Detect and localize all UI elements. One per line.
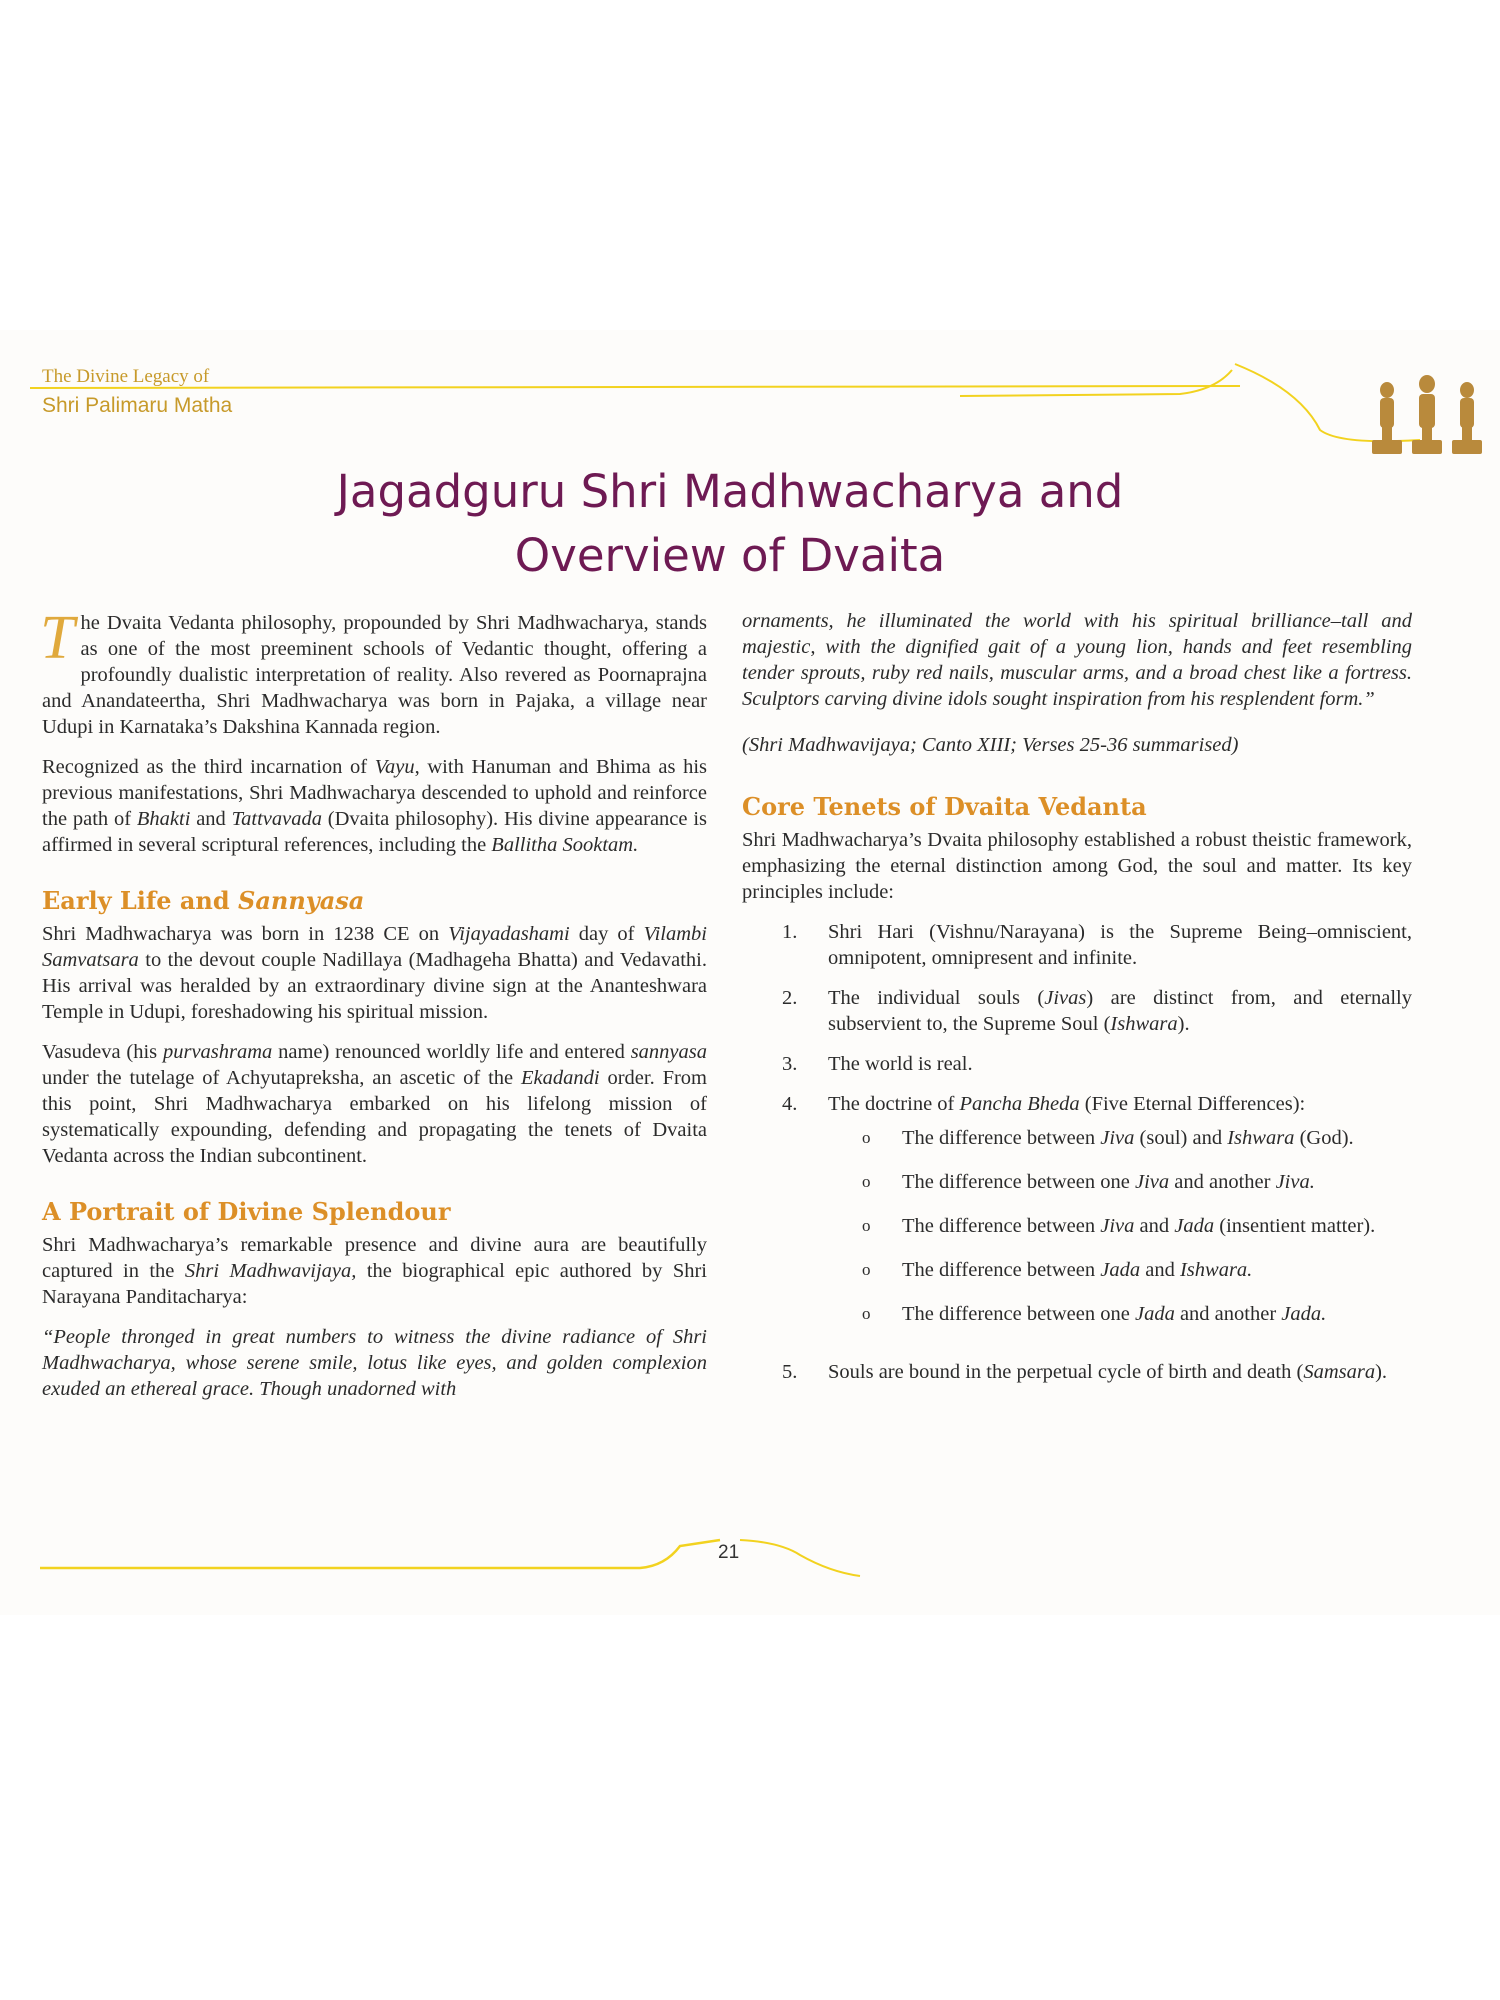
header-rule-lower: [960, 370, 1232, 396]
drop-cap: T: [40, 604, 75, 672]
footer-swoosh: [740, 1540, 860, 1576]
intro-paragraph: The Dvaita Vedanta philosophy, propounded by Shri Madhwacharya, stands as one of the most preeminent schools of Vedantic thought, offering a profoundly dualistic interpretation of reality. Also revered as Poornaprajna and Anandateertha, Shri Madhwacharya was born in Pajaka, a village near Udupi in Karnataka’s Dakshina Kannada region.: [40, 604, 707, 738]
page-number: 21: [718, 1542, 740, 1563]
header-rule: [30, 386, 1240, 388]
core-intro-paragraph: Shri Madhwacharya’s Dvaita philosophy established a robust theistic framework, emphasizing the eternal distinction among God, the soul and matter. Its key principles include:: [742, 829, 1412, 903]
incarnation-paragraph: Recognized as the third incarnation of Vayu, with Hanuman and Bhima as his previous manifestations, Shri Madhwacharya descended to uphold and reinforce the path of Bhakti and Tattvavada (Dvaita philosophy). His divine appearance is affirmed in several scriptural references, including the Ballitha Sooktam.: [42, 756, 707, 856]
list-item: o The difference between Jada and Ishwara.: [862, 1259, 1253, 1281]
right-column: [742, 608, 1412, 1399]
birth-paragraph: Shri Madhwacharya was born in 1238 CE on Vijayadashami day of Vilambi Samvatsara to the devout couple Nadillaya (Madhageha Bhatta) and Vedavathi. His arrival was heralded by an extraordinary divine sign at the Ananteshwara Temple in Udupi, foreshadowing his spiritual mission.: [42, 923, 707, 1023]
footer-rule: [40, 1540, 720, 1568]
heading-core-tenets: Core Tenets of Dvaita Vedanta: [742, 792, 1147, 821]
list-item: 5. Souls are bound in the perpetual cycle of birth and death (Samsara).: [782, 1361, 1388, 1383]
list-item: o The difference between one Jada and another Jada.: [862, 1303, 1327, 1325]
list-item: o The difference between Jiva and Jada (insentient matter).: [862, 1215, 1376, 1237]
tenets-list: [742, 919, 1412, 1385]
idols-icon: [1368, 370, 1488, 460]
list-item: 2. The individual souls (Jivas) are distinct from, and eternally subservient to, the Supreme Soul (Ishwara).: [782, 987, 1413, 1035]
book-page: [0, 330, 1500, 1615]
pancha-bheda-list: [742, 1125, 1412, 1345]
portrait-paragraph: Shri Madhwacharya’s remarkable presence and divine aura are beautifully captured in the Shri Madhwavijaya, the biographical epic authored by Shri Narayana Panditacharya:: [42, 1234, 707, 1308]
list-item: 1. Shri Hari (Vishnu/Narayana) is the Supreme Being–omniscient, omnipotent, omnipresent and infinite.: [782, 921, 1412, 969]
title-line-2: Overview of Dvaita: [514, 529, 946, 582]
header-book-title: The Divine Legacy of: [42, 366, 210, 387]
quote-citation: (Shri Madhwavijaya; Canto XIII; Verses 25-36 summarised): [742, 734, 1239, 756]
list-item: 3. The world is real.: [782, 1053, 973, 1075]
list-item: 4. The doctrine of Pancha Bheda (Five Eternal Differences): o The difference between Jiva (soul) and Ishwara (God). o The difference between one Jiva and another Jiva. o The difference between Jiva and Jada (insentient matter). o The difference between Jada and Ishwara. o The difference between one Jada and another Jada.: [742, 1091, 1412, 1345]
header-matha-name: Shri Palimaru Matha: [42, 394, 233, 417]
left-column: [40, 604, 708, 1416]
quote-part-1: “People thronged in great numbers to witness the divine radiance of Shri Madhwacharya, whose serene smile, lotus like eyes, and golden complexion exuded an ethereal grace. Though unadorned with: [42, 1326, 707, 1400]
sannyasa-paragraph: Vasudeva (his purvashrama name) renounced worldly life and entered sannyasa under the tutelage of Achyutapreksha, an ascetic of the Ekadandi order. From this point, Shri Madhwacharya embarked on his lifelong mission of systematically expounding, defending and propagating the tenets of Dvaita Vedanta across the Indian subcontinent.: [42, 1041, 708, 1167]
quote-part-2: ornaments, he illuminated the world with his spiritual brilliance–tall and majestic, with the dignified gait of a young lion, hands and feet resembling tender sprouts, ruby red nails, muscular arms, and a broad chest like a fortress. Sculptors carving divine idols sought inspiration from his resplendent form.”: [742, 610, 1412, 710]
heading-early-life: Early Life and Sannyasa: [42, 886, 365, 915]
title-line-1: Jagadguru Shri Madhwacharya and: [336, 465, 1124, 518]
list-item: o The difference between one Jiva and another Jiva.: [862, 1171, 1315, 1193]
heading-portrait: A Portrait of Divine Splendour: [42, 1197, 451, 1226]
page-title: [180, 460, 1280, 588]
list-item: o The difference between Jiva (soul) and Ishwara (God).: [862, 1127, 1354, 1149]
